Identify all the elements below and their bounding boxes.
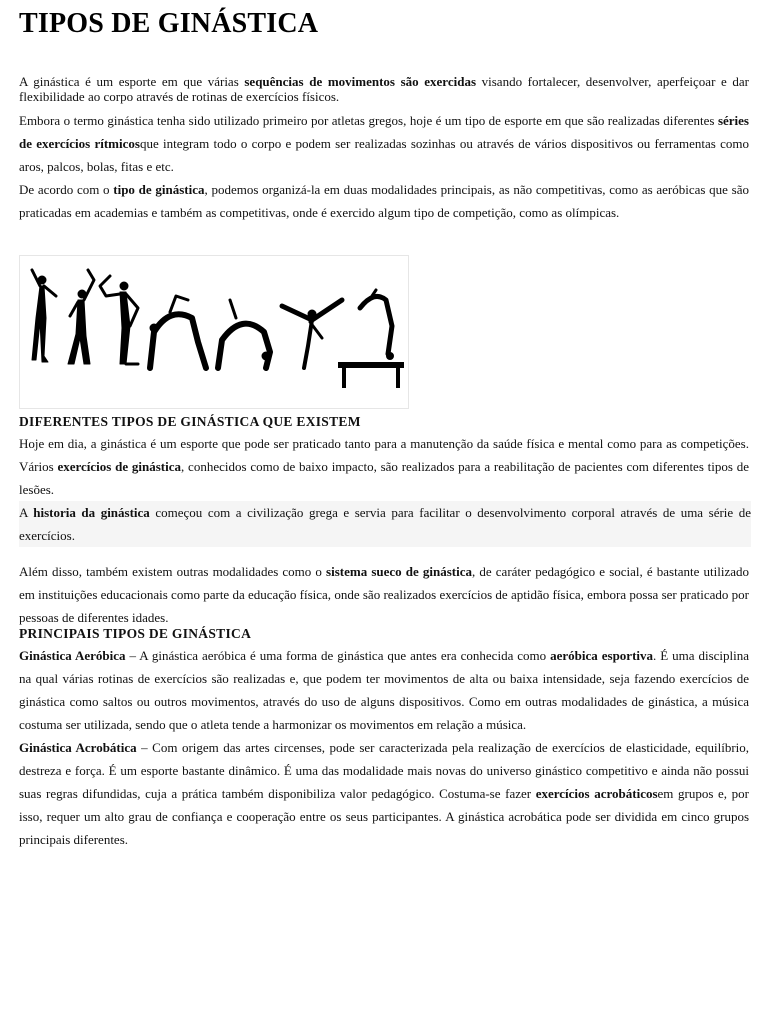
balance-beam-icon (338, 362, 404, 388)
bold-phrase: tipo de ginástica (113, 182, 205, 197)
term-label: Ginástica Aeróbica (19, 648, 126, 663)
gymnast-figure (218, 300, 270, 368)
highlighted-paragraph: A historia da ginástica começou com a civilização grega e servia para facilitar o desenvolvimento corporal através de uma série de exercícios. (19, 501, 751, 547)
page-title: TIPOS DE GINÁSTICA (19, 8, 319, 39)
section-different-types (19, 414, 752, 547)
section-swedish-system (19, 560, 749, 629)
bold-phrase: séries de exercícios rítmicos (19, 113, 749, 151)
section-heading: DIFERENTES TIPOS DE GINÁSTICA QUE EXISTEM (19, 414, 361, 429)
bold-phrase: historia da ginástica (33, 505, 150, 520)
paragraph: Além disso, também existem outras modalidades como o sistema sueco de ginástica, de caráter pedagógico e social, é bastante utilizado em instituições educacionais como parte da educação física, onde são realizados exercícios de aptidão física, embora possa ser praticado por pessoas de diferentes idades. (19, 564, 749, 625)
section-heading: PRINCIPAIS TIPOS DE GINÁSTICA (19, 626, 252, 641)
gymnast-figure (68, 270, 94, 364)
intro-section (19, 74, 749, 224)
bold-phrase: sistema sueco de ginástica (326, 564, 473, 579)
term-label: Ginástica Acrobática (19, 740, 137, 755)
section-main-types (19, 626, 749, 851)
bold-phrase: sequências de movimentos são exercidas (244, 74, 477, 89)
intro-paragraph-3: De acordo com o tipo de ginástica, podemos organizá-la em duas modalidades principais, as não competitivas, como as aeróbicas que são praticadas em academias e também as competitivas, onde é exercido algum tipo de competição, como as olímpicas. (19, 182, 749, 220)
gymnast-figure (282, 300, 342, 368)
gymnast-silhouettes-illustration (20, 256, 408, 408)
gymnast-figure (360, 290, 394, 360)
gymnastics-silhouettes-image (19, 255, 409, 409)
intro-paragraph-1: A ginástica é um esporte em que várias sequências de movimentos são exercidas visando fortalecer, desenvolver, aperfeiçoar e dar flexibilidade ao corpo através de rotinas de exercícios físicos. (19, 74, 749, 104)
gymnast-figure (32, 270, 56, 362)
paragraph: Hoje em dia, a ginástica é um esporte que pode ser praticado tanto para a manutenção da saúde física e mental como para as competições. Vários exercícios de ginástica, conhecidos como de baixo impacto, são realizados para a reabilitação de pacientes com diferentes tipos de lesões. (19, 436, 750, 497)
gymnast-figure (150, 296, 206, 368)
intro-paragraph-2: Embora o termo ginástica tenha sido utilizado primeiro por atletas gregos, hoje é um tipo de esporte em que são realizadas diferentes séries de exercícios rítmicosque integram todo o corpo e podem ser realizadas sozinhas ou através de vários dispositivos ou ferramentas como aros, palcos, bolas, fitas e etc. (19, 113, 749, 174)
bold-phrase: exercícios de ginástica (57, 459, 182, 474)
bold-phrase: exercícios acrobáticos (535, 786, 658, 801)
bold-phrase: aeróbica esportiva (550, 648, 654, 663)
gymnast-figure (100, 276, 138, 364)
paragraph-aerobic: Ginástica Aeróbica – A ginástica aeróbica é uma forma de ginástica que antes era conhecida como aeróbica esportiva. É uma disciplina na qual várias rotinas de exercícios são realizadas e, que podem ter movimentos de alta ou baixa intensidade, seja fazendo exercícios de ginástica como saltos ou outros movimentos, através do uso de alguns dispositivos. Como em outras modalidades de ginástica, a música costuma ser utilizada, sendo que o atleta tende a harmonizar os movimentos em relação a música. (19, 648, 750, 732)
paragraph-acrobatic: Ginástica Acrobática – Com origem das artes circenses, pode ser caracterizada pela realização de exercícios de elasticidade, equilíbrio, destreza e força. É um esporte bastante dinâmico. É uma das modalidade mais novas do universo ginástico competitivo e ainda não possui suas regras difundidas, cuja a prática também disponibiliza valor pedagógico. Costuma-se fazer exercícios acrobáticosem grupos e, por isso, requer um alto grau de confiança e cooperação entre os seus participantes. A ginástica acrobática pode ser dividida em cinco grupos principais diferentes. (19, 740, 750, 847)
